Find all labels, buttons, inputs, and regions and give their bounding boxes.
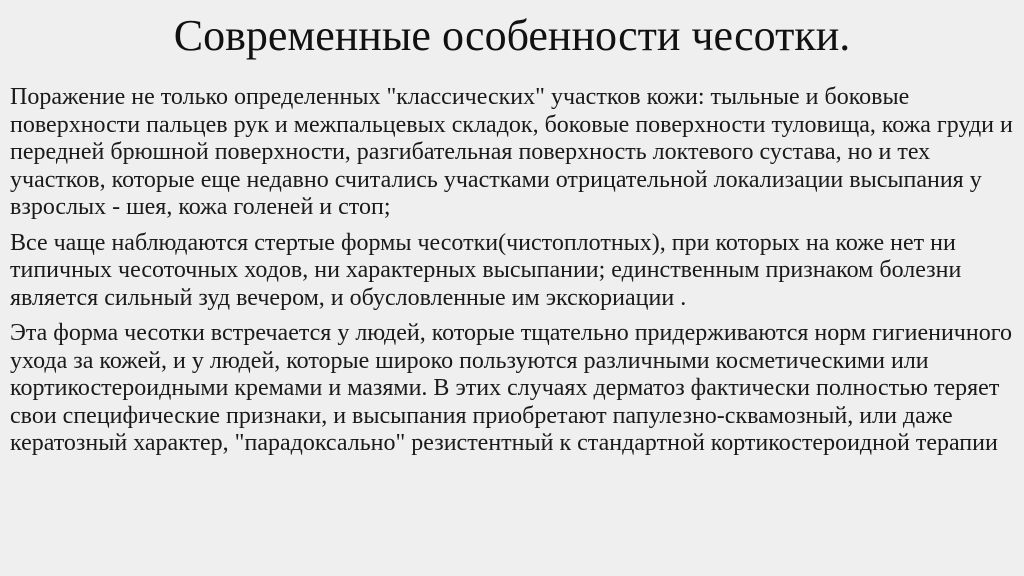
slide-title: Современные особенности чесотки. [173, 11, 851, 60]
paragraph-hygiene-form: Эта форма чесотки встречается у людей, которые тщательно придерживаются норм гигиеничного ухода за кожей, и у людей, которые широко пользуются различными косметическими или кортикостероидными кремами и мазями. В этих случаях дерматоз фактически полностью теряет свои специфические признаки, и высыпания приобретают папулезно-сквамозный, или даже кератозный характер, "парадоксально" резистентный к стандартной кортикостероидной терапии [10, 320, 1012, 456]
paragraph-localization: Поражение не только определенных "классических" участков кожи: тыльные и боковые поверхности пальцев рук и межпальцевых складок, боковые поверхности туловища, кожа груди и передней брюшной поверхности, разгибательная поверхность локтевого сустава, но и тех участков, которые еще недавно считались участками отрицательной локализации высыпания у взрослых - шея, кожа голеней и стоп; [10, 84, 1013, 220]
slide-body [10, 84, 1014, 466]
paragraph-erased-forms: Все чаще наблюдаются стертые формы чесотки(чистоплотных), при которых на коже нет ни типичных чесоточных ходов, ни характерных высыпании; единственным признаком болезни является сильный зуд вечером, и обусловленные им экскориации . [10, 229, 962, 311]
